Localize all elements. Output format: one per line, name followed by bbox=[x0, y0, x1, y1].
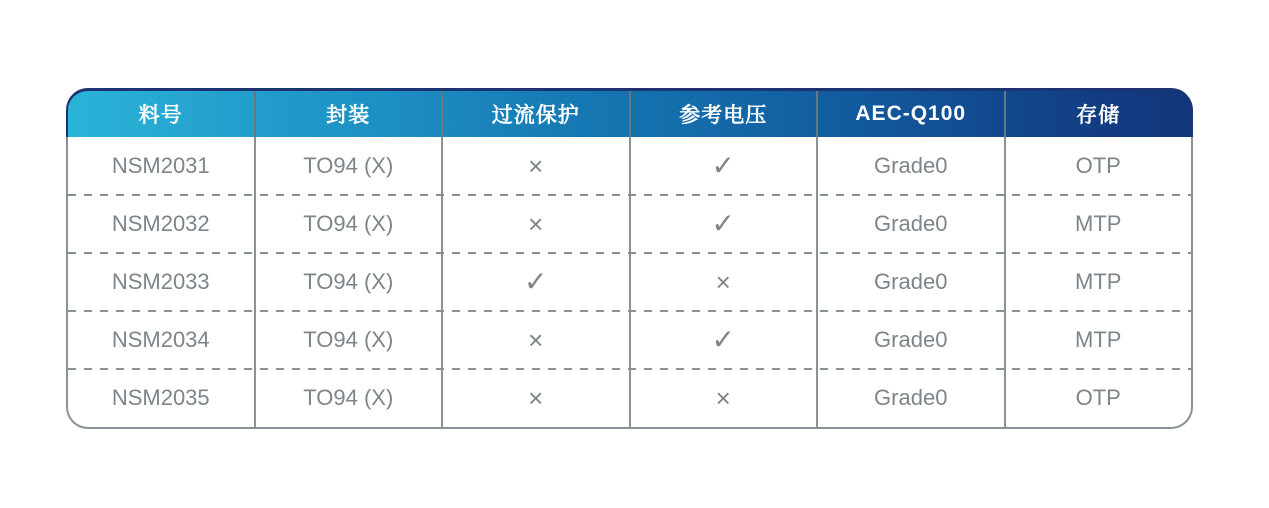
table-row bbox=[68, 311, 1191, 369]
check-icon: ✓ bbox=[711, 324, 735, 355]
cell-overcurrent_protection bbox=[443, 369, 631, 427]
cell-part_number: NSM2035 bbox=[68, 369, 256, 427]
cell-package: TO94 (X) bbox=[256, 137, 444, 195]
cell-package: TO94 (X) bbox=[256, 311, 444, 369]
cell-overcurrent_protection bbox=[443, 137, 631, 195]
column-header-memory: 存储 bbox=[1076, 104, 1121, 127]
table-row bbox=[68, 195, 1191, 253]
cross-icon: × bbox=[715, 267, 731, 297]
cell-reference_voltage bbox=[631, 195, 819, 253]
column-header-overcurrent_protection: 过流保护 bbox=[443, 91, 631, 137]
column-header-part_number: 料号 bbox=[68, 91, 256, 137]
check-icon: ✓ bbox=[711, 208, 735, 239]
cell-reference_voltage bbox=[631, 253, 819, 311]
cell-memory: OTP bbox=[1075, 153, 1121, 178]
cell-part_number: NSM2034 bbox=[68, 311, 256, 369]
table-row bbox=[68, 137, 1191, 195]
cell-aec_q100: Grade0 bbox=[818, 369, 1006, 427]
cell-reference_voltage bbox=[631, 311, 819, 369]
cell-aec_q100: Grade0 bbox=[818, 137, 1006, 195]
product-comparison-table bbox=[66, 88, 1193, 429]
check-icon: ✓ bbox=[711, 150, 735, 181]
cell-overcurrent_protection bbox=[443, 195, 631, 253]
cell-aec_q100: Grade0 bbox=[818, 253, 1006, 311]
cross-icon: × bbox=[528, 383, 544, 413]
cell-memory: MTP bbox=[1075, 269, 1122, 294]
cross-icon: × bbox=[528, 151, 544, 181]
cross-icon: × bbox=[528, 209, 544, 239]
cell-memory: MTP bbox=[1075, 327, 1122, 352]
column-header-package: 封装 bbox=[256, 91, 444, 137]
cell-part_number: NSM2032 bbox=[68, 195, 256, 253]
table-body bbox=[66, 137, 1193, 429]
cell-reference_voltage bbox=[631, 137, 819, 195]
column-header-reference_voltage: 参考电压 bbox=[631, 91, 819, 137]
cell-reference_voltage bbox=[631, 369, 819, 427]
table-row bbox=[68, 253, 1191, 311]
cell-package: TO94 (X) bbox=[256, 253, 444, 311]
cell-memory: MTP bbox=[1075, 211, 1122, 236]
table-row bbox=[68, 369, 1191, 427]
cell-overcurrent_protection bbox=[443, 253, 631, 311]
cross-icon: × bbox=[715, 383, 731, 413]
cell-package: TO94 (X) bbox=[256, 195, 444, 253]
cell-package: TO94 (X) bbox=[256, 369, 444, 427]
cell-memory: OTP bbox=[1075, 385, 1121, 410]
cell-overcurrent_protection bbox=[443, 311, 631, 369]
check-icon: ✓ bbox=[524, 266, 548, 297]
table-header-row bbox=[66, 88, 1193, 137]
cell-part_number: NSM2031 bbox=[68, 137, 256, 195]
cell-part_number: NSM2033 bbox=[68, 253, 256, 311]
cell-aec_q100: Grade0 bbox=[818, 311, 1006, 369]
column-header-aec_q100: AEC-Q100 bbox=[818, 91, 1006, 137]
cross-icon: × bbox=[528, 325, 544, 355]
cell-aec_q100: Grade0 bbox=[818, 195, 1006, 253]
